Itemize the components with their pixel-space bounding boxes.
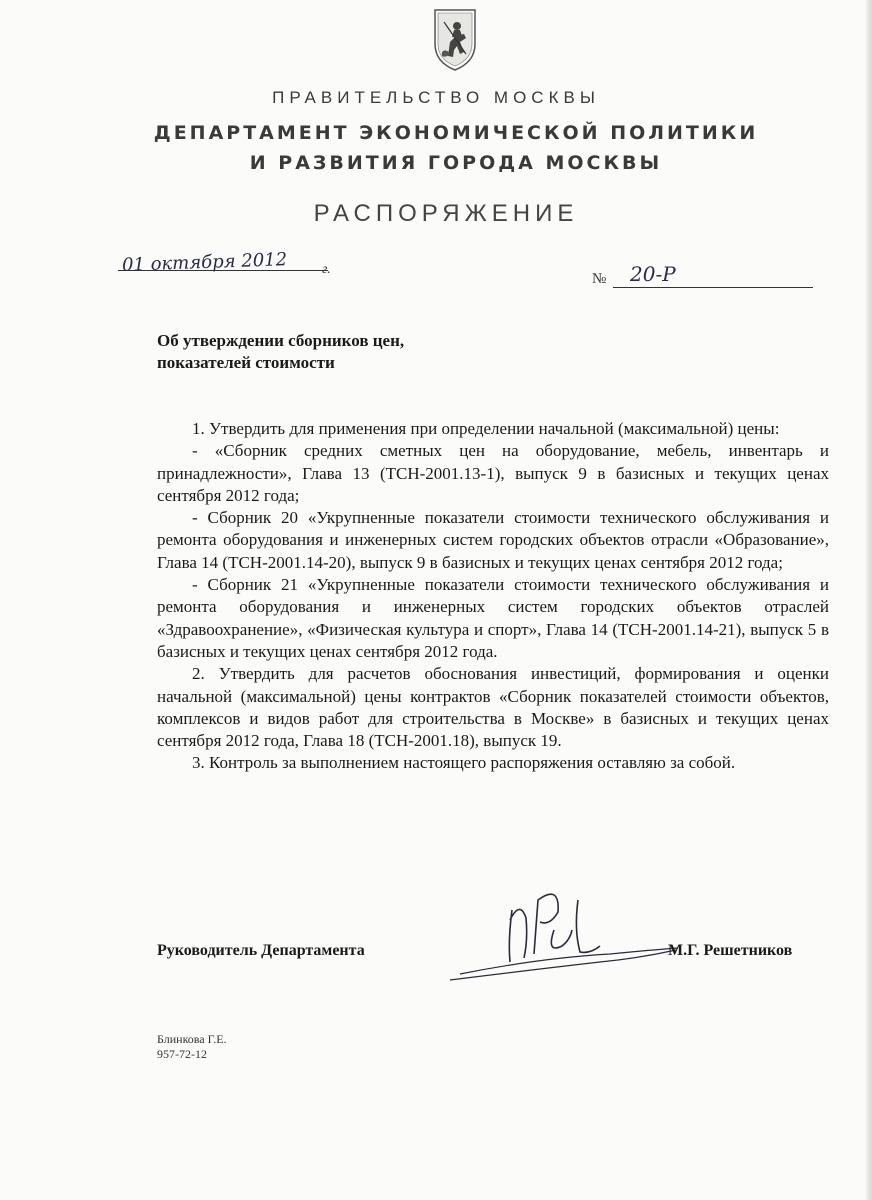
page-fold-shadow — [866, 0, 872, 1200]
number-label: № — [592, 271, 607, 287]
department-name — [0, 118, 872, 178]
executor-phone: 957-72-12 — [157, 1047, 207, 1061]
handwritten-date: 01 октября 2012 — [121, 249, 288, 276]
date-suffix: г. — [322, 262, 331, 277]
handwritten-signature-icon — [450, 870, 680, 990]
document-subject — [157, 330, 404, 374]
subject-line2: показателей стоимости — [157, 353, 335, 372]
government-name: ПРАВИТЕЛЬСТВО МОСКВЫ — [272, 88, 600, 107]
document-body — [157, 418, 829, 775]
handwritten-number: 20-Р — [630, 262, 676, 286]
executor-name: Блинкова Г.Е. — [157, 1032, 227, 1046]
document-type-title: РАСПОРЯЖЕНИЕ — [313, 200, 579, 227]
paragraph-3: 3. Контроль за выполнением настоящего распоряжения оставляю за собой. — [192, 753, 736, 773]
subject-line1: Об утверждении сборников цен, — [157, 331, 405, 350]
signatory-name: М.Г. Решетников — [668, 942, 793, 959]
paragraph-2: 2. Утвердить для расчетов обоснования инвестиций, формирования и оценки начальной (максимальной) цены контрактов «Сборник показателей стоимости объектов, комплексов и видов работ для строительства в Москве» в базисных и текущих ценах сентября 2012 года, Глава 18 (ТСН-2001.18), выпуск 19. — [157, 664, 829, 751]
paragraph-1: 1. Утвердить для применения при определении начальной (максимальной) цены: — [192, 419, 780, 438]
paragraph-1-item-2: - Сборник 20 «Укрупненные показатели стоимости технического обслуживания и ремонта оборудования и инженерных систем городских объектов отрасли «Образование», Глава 14 (ТСН-2001.14-20), выпуск 9 в базисных и текущих ценах сентября 2012 года; — [157, 508, 829, 572]
signatory-role: Руководитель Департамента — [157, 942, 365, 959]
department-name-line2: И РАЗВИТИЯ ГОРОДА МОСКВЫ — [249, 152, 663, 174]
department-name-line1: ДЕПАРТАМЕНТ ЭКОНОМИЧЕСКОЙ ПОЛИТИКИ — [153, 122, 759, 144]
number-underline — [613, 287, 813, 288]
paragraph-1-item-1: - «Сборник средних сметных цен на оборудование, мебель, инвентарь и принадлежности», Глава 13 (ТСН-2001.13-1), выпуск 9 в базисных и текущих ценах сентября 2012 года; — [157, 441, 829, 505]
executor-info — [157, 1032, 227, 1062]
paragraph-1-item-3: - Сборник 21 «Укрупненные показатели стоимости технического обслуживания и ремонта оборудования и инженерных систем городских объектов отраслей «Здравоохранение», «Физическая культура и спорт», Глава 14 (ТСН-2001.14-21), выпуск 5 в базисных и текущих ценах сентября 2012 года. — [157, 575, 829, 661]
moscow-coat-of-arms-icon — [420, 4, 490, 74]
